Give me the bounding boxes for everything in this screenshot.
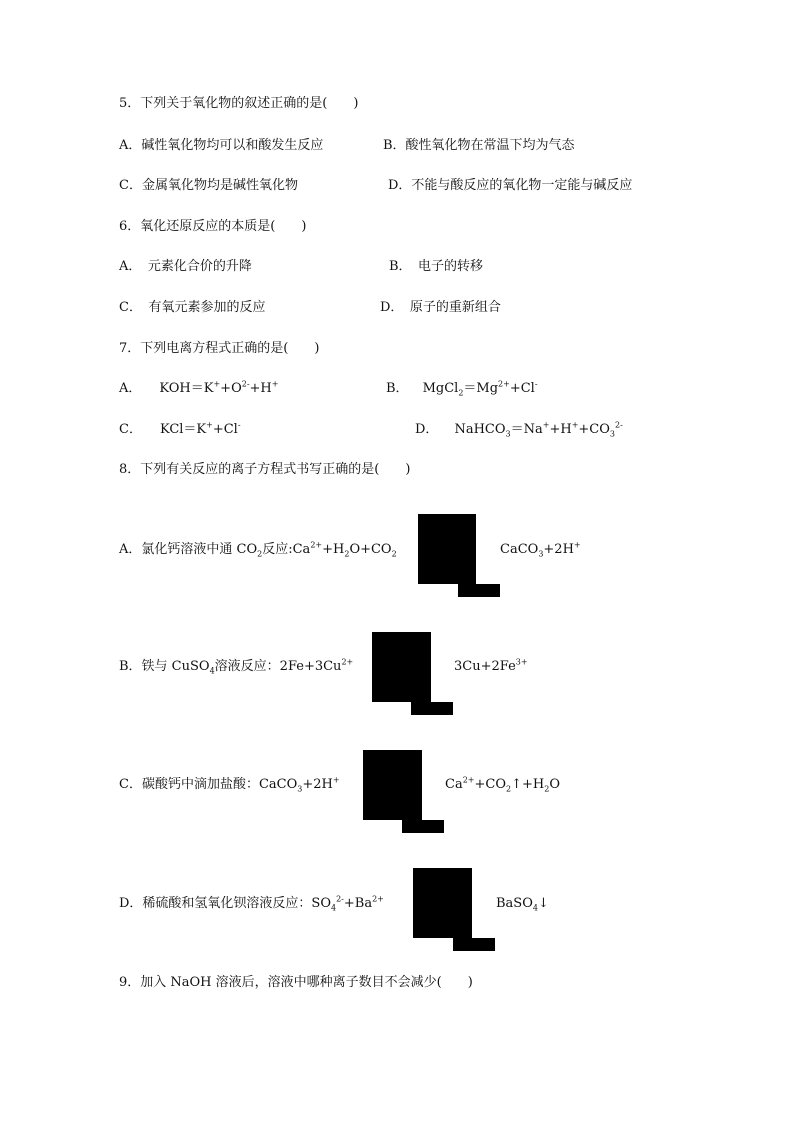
redaction-block: [453, 938, 495, 951]
q8-a-r4: +: [573, 540, 581, 550]
q8-a-r2: 3: [538, 549, 544, 559]
q8-option-c-right: [445, 777, 560, 793]
q8-b-s2: 2+: [341, 657, 354, 667]
q6-option-b: B． 电子的转移: [389, 259, 484, 274]
q7-option-a: [119, 381, 278, 397]
q8-c-t2: +2H: [302, 777, 333, 792]
q8-option-d-left: [119, 896, 384, 912]
q8-a-t2: 反应:Ca: [262, 542, 311, 557]
q7-d-f1: 3: [505, 429, 511, 439]
q7-c-label: C．: [119, 422, 142, 437]
q8-c-r2: 2+: [462, 775, 475, 785]
q8-d-t2: +Ba: [343, 896, 373, 911]
q8-stem: 8．下列有关反应的离子方程式书写正确的是( ): [119, 462, 411, 477]
q8-d-r3: ↓: [537, 896, 549, 911]
q8-a-s1: 2: [257, 549, 263, 559]
redaction-block: [372, 632, 431, 702]
redaction-block: [458, 584, 500, 597]
q7-c-f3: -: [237, 420, 241, 430]
redaction-block: [418, 514, 476, 584]
redaction-block: [413, 868, 472, 938]
q6-option-a: A． 元素化合价的升降: [119, 259, 252, 274]
q7-d-f6: +CO: [578, 422, 610, 437]
q7-a-f5: +: [271, 379, 279, 389]
q8-a-t4: O+CO: [349, 542, 392, 557]
q7-a-f4: +H: [249, 381, 272, 396]
q8-c-r3: +CO: [474, 777, 506, 792]
q8-c-r5: ↑+H: [511, 777, 545, 792]
q7-a-f3: 2-: [241, 379, 250, 389]
q8-c-t1: C．碳酸钙中滴加盐酸：CaCO: [119, 777, 298, 792]
q8-c-s1: 3: [297, 784, 303, 794]
q8-d-r1: BaSO: [496, 896, 533, 911]
q8-a-r1: CaCO: [500, 542, 539, 557]
redaction-block: [363, 750, 422, 820]
q8-option-b-right: [454, 659, 528, 675]
redaction-block: [402, 820, 444, 833]
q8-d-s2: 2-: [336, 894, 344, 904]
q8-option-c-left: [119, 777, 340, 793]
q7-b-label: B．: [386, 381, 409, 396]
q5-option-a: A．碱性氧化物均可以和酸发生反应: [119, 138, 324, 153]
q6-option-d: D． 原子的重新组合: [380, 300, 501, 315]
q7-a-f0: KOH＝K: [159, 381, 214, 396]
q7-a-f2: +O: [220, 381, 242, 396]
q8-c-s2: +: [332, 775, 340, 785]
q7-b-f0: MgCl: [422, 381, 459, 396]
q7-d-f0: NaHCO: [454, 422, 506, 437]
q8-a-t3: +H: [322, 542, 345, 557]
q7-b-f2: ＝Mg: [463, 381, 499, 396]
q7-d-f4: +H: [549, 422, 572, 437]
q8-option-a-left: [119, 542, 397, 558]
q8-c-r6: 2: [544, 784, 550, 794]
q6-stem: 6．氧化还原反应的本质是( ): [119, 219, 307, 234]
q7-b-f5: -: [534, 379, 538, 389]
q8-a-s4: 2: [391, 549, 397, 559]
q5-option-b: B．酸性氧化物在常温下均为气态: [383, 138, 575, 153]
q7-d-f3: +: [542, 420, 550, 430]
q8-d-s1: 4: [331, 903, 337, 913]
q9-stem: 9．加入 NaOH 溶液后，溶液中哪种离子数目不会减少( ): [119, 975, 473, 990]
q7-c-f1: +: [206, 420, 213, 430]
q7-c-f2: +Cl: [212, 422, 238, 437]
q7-b-f1: 2: [458, 388, 464, 398]
q8-b-r2: 3+: [515, 657, 528, 667]
q7-d-label: D．: [415, 422, 439, 437]
q7-c-f0: KCl＝K: [159, 422, 207, 437]
redaction-block: [411, 702, 453, 715]
q8-a-r3: +2H: [543, 542, 574, 557]
q8-b-t1: B．铁与 CuSO: [119, 659, 210, 674]
q8-a-s2: 2+: [310, 540, 323, 550]
q6-option-c: C． 有氧元素参加的反应: [119, 300, 266, 315]
q7-d-f5: +: [571, 420, 579, 430]
q8-d-t1: D．稀硫酸和氢氧化钡溶液反应：SO: [119, 896, 331, 911]
q7-a-label: A．: [119, 381, 142, 396]
q8-d-r2: 4: [532, 903, 538, 913]
q5-stem: 5．下列关于氧化物的叙述正确的是( ): [119, 96, 359, 111]
q5-option-c: C．金属氧化物均是碱性氧化物: [119, 178, 298, 193]
q8-c-r4: 2: [506, 784, 512, 794]
q8-a-t1: A．氯化钙溶液中通 CO: [119, 542, 258, 557]
q7-d-f8: 2-: [614, 420, 623, 430]
q8-option-d-right: [496, 896, 549, 912]
q8-d-s3: 2+: [372, 894, 384, 904]
q5-option-d: D．不能与酸反应的氧化物一定能与碱反应: [388, 178, 633, 193]
q8-c-r1: Ca: [445, 777, 463, 792]
q7-d-f7: 3: [609, 429, 615, 439]
q7-option-b: [386, 381, 538, 397]
q7-b-f4: +Cl: [509, 381, 535, 396]
q7-option-c: [119, 422, 241, 438]
q7-a-f1: +: [213, 379, 221, 389]
q8-option-a-right: [500, 542, 581, 558]
q7-stem: 7．下列电离方程式正确的是( ): [119, 341, 320, 356]
q8-b-s1: 4: [209, 666, 215, 676]
q8-c-r7: O: [549, 777, 560, 792]
q7-option-d: [415, 422, 623, 438]
q8-a-s3: 2: [344, 549, 350, 559]
q7-d-f2: ＝Na: [510, 422, 543, 437]
q7-b-f3: 2+: [498, 379, 510, 389]
q8-b-r1: 3Cu+2Fe: [454, 659, 516, 674]
q8-option-b-left: [119, 659, 353, 675]
q8-b-t2: 溶液反应：2Fe+3Cu: [214, 659, 342, 674]
